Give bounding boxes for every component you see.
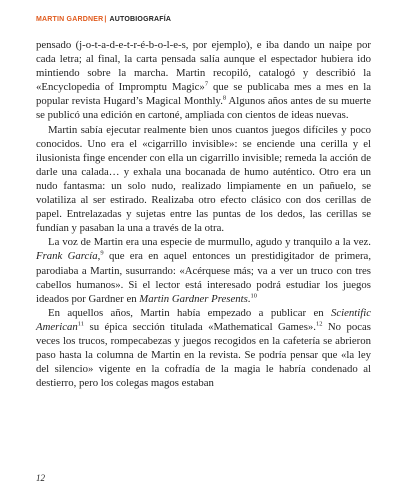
- text-run: que se publicaba mes a mes en la popular revista Hugard’s Magical Monthly.: [36, 81, 371, 108]
- footnote-marker: 10: [250, 292, 257, 300]
- text-run: su épica sección titulada «Mathematical Games».: [84, 320, 316, 333]
- page-number: 12: [36, 473, 45, 483]
- paragraph: [36, 306, 371, 391]
- paragraph: [36, 123, 371, 236]
- text-run: pensado (j-o-t-a-d-e-t-r-é-b-o-l-e-s, por ejemplo), e iba dando un naipe por cada letra; al final, la carta pensada salía aunque el espectador hubiera ido mintiendo sobre la marcha. Martin recopiló, catalogó y describió la «Encyclopedia of Impromptu Magic»: [36, 39, 371, 94]
- footnote-marker: 9: [100, 249, 104, 257]
- running-header: [36, 16, 171, 23]
- header-author: MARTIN GARDNER: [36, 16, 104, 23]
- text-run: .: [247, 292, 251, 305]
- header-separator: |: [104, 16, 107, 23]
- text-run: que era en aquel entonces un prestidigitador de primera, parodiaba a Martin, susurrando: «Acérquese más; va a ver un truco con tres cabellos humanos». Si el lector está interesado podrá estudiar los juegos ideados por Gardner en: [36, 250, 372, 305]
- text-run: No pocas veces los trucos, rompecabezas y juegos recogidos en la cafetería se abrieron paso hasta la columna de Martin en la revista. Se podría pensar que «la ley del silencio» vigente en la cofradía de la magia le habría condenado al destierro, pero los colegas magos estaban: [36, 320, 371, 390]
- paragraph: [36, 235, 371, 305]
- text-run: En aquellos años, Martin había empezado a publicar en: [48, 306, 331, 319]
- text-run: La voz de Martin era una especie de murmullo, agudo y tranquilo a la vez.: [48, 236, 371, 249]
- footnote-marker: 8: [222, 94, 227, 102]
- italic-text: Scientific American: [36, 306, 371, 333]
- footnote-marker: 7: [204, 80, 209, 88]
- header-section: AUTOBIOGRAFÍA: [109, 16, 172, 23]
- text-run: Algunos años antes de su muerte se publicó una edición en cartoné, ampliada con cientos de ideas nuevas.: [36, 95, 371, 122]
- footnote-marker: 12: [315, 320, 323, 328]
- body-text: [36, 38, 371, 390]
- paragraph: [36, 38, 371, 123]
- footnote-marker: 11: [77, 320, 85, 328]
- text-run: ,: [97, 250, 101, 263]
- italic-text: Martin Gardner Presents: [139, 292, 248, 305]
- italic-text: Frank García: [36, 250, 98, 263]
- text-run: Martin sabía ejecutar realmente bien unos cuantos juegos difíciles y poco conocidos. Uno era el «cigarrillo invisible»: se enciende una cerilla y el ilusionista finge encender con ella un cigarrillo invisible; remeda la acción de darle una calada… y exhala una bocanada de humo auténtico. Otro era un nudo fantasma: un solo nudo, realizado limpiamente en un pañuelo, se volatiliza al ser estirado. Realizaba otro efecto clásico con dos cerillas de papel. Entrelazadas y sujetas entre las puntas de los dedos, las cerillas se fundían y pasaban la una a través de la otra.: [36, 123, 371, 235]
